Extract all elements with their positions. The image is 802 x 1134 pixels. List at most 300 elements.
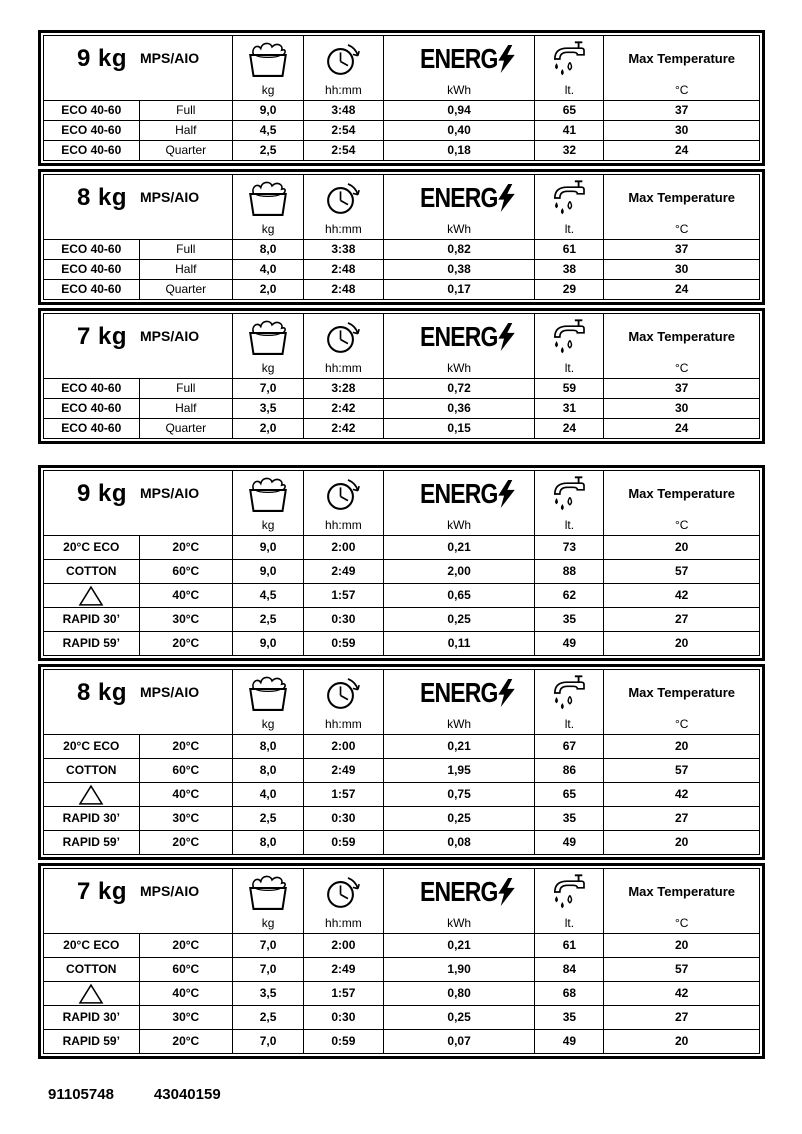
max-temp-cell: 20 xyxy=(604,734,759,758)
consumption-grid xyxy=(44,175,759,299)
max-temp-cell: 42 xyxy=(604,782,759,806)
program-option-cell: 40°C xyxy=(140,981,234,1005)
table-title-cell xyxy=(44,36,233,82)
laundry-load-icon xyxy=(243,873,293,911)
unit-water-label: lt. xyxy=(535,517,604,535)
load-kg-cell: 3,5 xyxy=(233,398,304,418)
duration-cell: 2:00 xyxy=(304,535,384,559)
load-kg-cell: 8,0 xyxy=(233,734,304,758)
max-temp-cell: 27 xyxy=(604,607,759,631)
table-title-cell xyxy=(44,175,233,221)
clock-cycle-icon xyxy=(323,179,363,217)
unit-time-label: hh:mm xyxy=(304,517,384,535)
consumption-table xyxy=(38,664,765,860)
unit-temp-label: °C xyxy=(674,916,689,931)
energy-kwh-cell: 0,18 xyxy=(384,140,536,160)
model-label: MPS/AIO xyxy=(139,189,200,206)
load-icon-cell xyxy=(233,471,304,517)
lightning-bolt-icon xyxy=(498,679,515,707)
energy-kwh-cell: 0,21 xyxy=(384,734,536,758)
energy-kwh-cell: 0,15 xyxy=(384,418,536,438)
unit-time-label: hh:mm xyxy=(304,82,384,100)
load-kg-cell: 4,0 xyxy=(233,782,304,806)
consumption-table xyxy=(38,308,765,444)
program-name-cell: RAPID 30’ xyxy=(44,1005,140,1029)
max-temp-cell: 24 xyxy=(604,140,759,160)
load-kg-cell: 8,0 xyxy=(233,830,304,854)
duration-cell: 2:54 xyxy=(304,120,384,140)
clock-cycle-icon xyxy=(323,873,363,911)
care-triangle-icon xyxy=(78,983,104,1005)
program-name-cell: RAPID 30’ xyxy=(44,806,140,830)
program-option-cell: 30°C xyxy=(140,1005,234,1029)
consumption-table xyxy=(38,465,765,661)
water-litres-cell: 41 xyxy=(535,120,604,140)
program-name-cell: RAPID 59’ xyxy=(44,1029,140,1053)
water-litres-cell: 49 xyxy=(535,1029,604,1053)
load-kg-cell: 9,0 xyxy=(233,100,304,120)
unit-kg-label: kg xyxy=(233,221,304,239)
water-tap-icon xyxy=(547,178,591,218)
duration-cell: 2:48 xyxy=(304,259,384,279)
program-option-cell: 20°C xyxy=(140,830,234,854)
duration-cell: 1:57 xyxy=(304,782,384,806)
energy-kwh-cell: 0,94 xyxy=(384,100,536,120)
duration-cell: 0:30 xyxy=(304,607,384,631)
load-kg-cell: 7,0 xyxy=(233,933,304,957)
consumption-grid xyxy=(44,471,759,655)
energy-logo-text: ENERG xyxy=(419,875,498,907)
unit-time-label: hh:mm xyxy=(304,221,384,239)
table-group-1 xyxy=(38,30,765,444)
unit-energy-label: kWh xyxy=(384,915,536,933)
consumption-table-inner-frame xyxy=(43,35,760,161)
unit-temp-label: °C xyxy=(674,717,689,732)
lightning-bolt-icon xyxy=(498,45,515,73)
water-tap-icon xyxy=(547,474,591,514)
program-name-cell: 20°C ECO xyxy=(44,535,140,559)
duration-icon-cell xyxy=(304,314,384,360)
program-option-cell: 20°C xyxy=(140,535,234,559)
water-icon-cell xyxy=(535,869,604,915)
energy-kwh-cell: 0,25 xyxy=(384,1005,536,1029)
water-litres-cell: 38 xyxy=(535,259,604,279)
program-name-cell: RAPID 59’ xyxy=(44,830,140,854)
max-temp-cell: 30 xyxy=(604,120,759,140)
program-option-cell: Half xyxy=(140,120,234,140)
max-temp-cell: 42 xyxy=(604,981,759,1005)
water-litres-cell: 73 xyxy=(535,535,604,559)
clock-cycle-icon xyxy=(323,40,363,78)
energy-kwh-cell: 0,80 xyxy=(384,981,536,1005)
consumption-table-inner-frame xyxy=(43,470,760,656)
load-kg-cell: 4,0 xyxy=(233,259,304,279)
energy-kwh-cell: 0,17 xyxy=(384,279,536,299)
consumption-grid xyxy=(44,670,759,854)
unit-kg-label: kg xyxy=(233,915,304,933)
energy-kwh-cell: 0,72 xyxy=(384,378,536,398)
unit-water-label: lt. xyxy=(535,915,604,933)
duration-cell: 0:30 xyxy=(304,1005,384,1029)
duration-cell: 2:00 xyxy=(304,933,384,957)
model-label: MPS/AIO xyxy=(139,883,200,900)
duration-icon-cell xyxy=(304,36,384,82)
water-icon-cell xyxy=(535,670,604,716)
water-litres-cell: 65 xyxy=(535,100,604,120)
energy-logo-cell xyxy=(384,36,536,82)
model-label: MPS/AIO xyxy=(139,684,200,701)
energy-logo-text: ENERG xyxy=(419,42,498,74)
program-option-cell: 60°C xyxy=(140,559,234,583)
program-name-cell: COTTON xyxy=(44,957,140,981)
load-icon-cell xyxy=(233,36,304,82)
water-litres-cell: 62 xyxy=(535,583,604,607)
lightning-bolt-icon xyxy=(498,878,515,906)
load-kg-cell: 2,5 xyxy=(233,607,304,631)
duration-cell: 1:57 xyxy=(304,981,384,1005)
max-temp-cell: 20 xyxy=(604,830,759,854)
energy-kwh-cell: 0,08 xyxy=(384,830,536,854)
program-option-cell: Half xyxy=(140,259,234,279)
clock-cycle-icon xyxy=(323,674,363,712)
program-option-cell: 30°C xyxy=(140,806,234,830)
max-temp-cell: 27 xyxy=(604,1005,759,1029)
duration-cell: 3:48 xyxy=(304,100,384,120)
program-name-cell: RAPID 30’ xyxy=(44,607,140,631)
duration-icon-cell xyxy=(304,471,384,517)
program-name-cell xyxy=(44,583,140,607)
water-tap-icon xyxy=(547,673,591,713)
capacity-label: 8 kg xyxy=(76,183,127,211)
clock-cycle-icon xyxy=(323,318,363,356)
load-kg-cell: 2,0 xyxy=(233,279,304,299)
laundry-load-icon xyxy=(243,674,293,712)
unit-energy-label: kWh xyxy=(384,716,536,734)
footer-codes xyxy=(48,1086,221,1103)
duration-cell: 2:42 xyxy=(304,418,384,438)
energy-logo-cell xyxy=(384,471,536,517)
water-icon-cell xyxy=(535,471,604,517)
energy-kwh-cell: 0,82 xyxy=(384,239,536,259)
program-option-cell: Quarter xyxy=(140,140,234,160)
unit-temp-label: °C xyxy=(674,83,689,98)
water-icon-cell xyxy=(535,314,604,360)
capacity-label: 9 kg xyxy=(76,44,127,72)
units-spacer-cell xyxy=(44,360,233,378)
load-kg-cell: 2,0 xyxy=(233,418,304,438)
load-kg-cell: 8,0 xyxy=(233,758,304,782)
energy-kwh-cell: 0,21 xyxy=(384,933,536,957)
program-name-cell: COTTON xyxy=(44,559,140,583)
unit-kg-label: kg xyxy=(233,82,304,100)
consumption-table-inner-frame xyxy=(43,174,760,300)
max-temp-cell: 27 xyxy=(604,806,759,830)
consumption-table xyxy=(38,169,765,305)
program-option-cell: 20°C xyxy=(140,734,234,758)
unit-time-label: hh:mm xyxy=(304,915,384,933)
unit-kg-label: kg xyxy=(233,517,304,535)
program-option-cell: 20°C xyxy=(140,1029,234,1053)
unit-energy-label: kWh xyxy=(384,82,536,100)
energy-kwh-cell: 1,90 xyxy=(384,957,536,981)
max-temperature-header: Max Temperature xyxy=(628,485,736,501)
unit-energy-label: kWh xyxy=(384,517,536,535)
load-icon-cell xyxy=(233,314,304,360)
program-option-cell: 60°C xyxy=(140,957,234,981)
energy-kwh-cell: 0,38 xyxy=(384,259,536,279)
max-temp-cell: 37 xyxy=(604,239,759,259)
program-option-cell: 20°C xyxy=(140,933,234,957)
consumption-table xyxy=(38,30,765,166)
max-temp-cell: 24 xyxy=(604,418,759,438)
care-triangle-icon xyxy=(78,585,104,607)
care-triangle-icon xyxy=(78,784,104,806)
energy-kwh-cell: 0,07 xyxy=(384,1029,536,1053)
water-litres-cell: 31 xyxy=(535,398,604,418)
water-litres-cell: 35 xyxy=(535,806,604,830)
consumption-grid xyxy=(44,36,759,160)
max-temp-cell: 37 xyxy=(604,100,759,120)
program-name-cell: ECO 40-60 xyxy=(44,279,140,299)
load-icon-cell xyxy=(233,175,304,221)
capacity-label: 7 kg xyxy=(76,877,127,905)
tables-container xyxy=(38,30,765,1059)
program-option-cell: 60°C xyxy=(140,758,234,782)
water-litres-cell: 29 xyxy=(535,279,604,299)
max-temp-cell: 57 xyxy=(604,957,759,981)
energy-kwh-cell: 0,65 xyxy=(384,583,536,607)
energy-logo-text: ENERG xyxy=(419,181,498,213)
energy-logo-text: ENERG xyxy=(419,320,498,352)
load-kg-cell: 2,5 xyxy=(233,140,304,160)
load-kg-cell: 4,5 xyxy=(233,120,304,140)
program-option-cell: Full xyxy=(140,100,234,120)
energy-kwh-cell: 2,00 xyxy=(384,559,536,583)
lightning-bolt-icon xyxy=(498,323,515,351)
energy-kwh-cell: 0,25 xyxy=(384,806,536,830)
laundry-load-icon xyxy=(243,318,293,356)
unit-time-label: hh:mm xyxy=(304,716,384,734)
max-temp-cell: 20 xyxy=(604,933,759,957)
unit-kg-label: kg xyxy=(233,716,304,734)
energy-kwh-cell: 0,75 xyxy=(384,782,536,806)
program-name-cell: RAPID 59’ xyxy=(44,631,140,655)
water-litres-cell: 86 xyxy=(535,758,604,782)
document-code-left: 91105748 xyxy=(48,1086,114,1103)
load-kg-cell: 7,0 xyxy=(233,957,304,981)
water-litres-cell: 35 xyxy=(535,607,604,631)
consumption-grid xyxy=(44,869,759,1053)
program-name-cell: 20°C ECO xyxy=(44,734,140,758)
units-spacer-cell xyxy=(44,517,233,535)
program-name-cell: 20°C ECO xyxy=(44,933,140,957)
program-option-cell: Full xyxy=(140,239,234,259)
energy-logo-text: ENERG xyxy=(419,676,498,708)
duration-cell: 2:49 xyxy=(304,559,384,583)
consumption-table-inner-frame xyxy=(43,669,760,855)
load-kg-cell: 2,5 xyxy=(233,806,304,830)
units-spacer-cell xyxy=(44,221,233,239)
max-temperature-header: Max Temperature xyxy=(628,883,736,899)
water-litres-cell: 49 xyxy=(535,631,604,655)
model-label: MPS/AIO xyxy=(139,50,200,67)
program-name-cell: ECO 40-60 xyxy=(44,100,140,120)
water-litres-cell: 49 xyxy=(535,830,604,854)
duration-icon-cell xyxy=(304,175,384,221)
water-tap-icon xyxy=(547,872,591,912)
load-kg-cell: 7,0 xyxy=(233,1029,304,1053)
max-temp-cell: 42 xyxy=(604,583,759,607)
water-icon-cell xyxy=(535,36,604,82)
model-label: MPS/AIO xyxy=(139,328,200,345)
unit-time-label: hh:mm xyxy=(304,360,384,378)
laundry-load-icon xyxy=(243,179,293,217)
energy-kwh-cell: 0,40 xyxy=(384,120,536,140)
program-option-cell: Full xyxy=(140,378,234,398)
duration-cell: 0:30 xyxy=(304,806,384,830)
duration-cell: 0:59 xyxy=(304,830,384,854)
unit-water-label: lt. xyxy=(535,716,604,734)
water-litres-cell: 24 xyxy=(535,418,604,438)
max-temp-cell: 57 xyxy=(604,758,759,782)
table-title-cell xyxy=(44,869,233,915)
water-litres-cell: 32 xyxy=(535,140,604,160)
program-option-cell: Quarter xyxy=(140,418,234,438)
duration-cell: 2:49 xyxy=(304,957,384,981)
lightning-bolt-icon xyxy=(498,480,515,508)
program-option-cell: 40°C xyxy=(140,583,234,607)
energy-kwh-cell: 0,21 xyxy=(384,535,536,559)
laundry-load-icon xyxy=(243,475,293,513)
program-name-cell: ECO 40-60 xyxy=(44,140,140,160)
clock-cycle-icon xyxy=(323,475,363,513)
duration-cell: 1:57 xyxy=(304,583,384,607)
water-litres-cell: 88 xyxy=(535,559,604,583)
energy-logo-cell xyxy=(384,869,536,915)
duration-icon-cell xyxy=(304,670,384,716)
duration-cell: 2:54 xyxy=(304,140,384,160)
load-kg-cell: 9,0 xyxy=(233,559,304,583)
energy-logo-cell xyxy=(384,175,536,221)
table-title-cell xyxy=(44,670,233,716)
water-tap-icon xyxy=(547,39,591,79)
model-label: MPS/AIO xyxy=(139,485,200,502)
duration-cell: 2:49 xyxy=(304,758,384,782)
unit-temp-label: °C xyxy=(674,518,689,533)
program-name-cell: COTTON xyxy=(44,758,140,782)
energy-kwh-cell: 0,11 xyxy=(384,631,536,655)
water-litres-cell: 67 xyxy=(535,734,604,758)
capacity-label: 8 kg xyxy=(76,678,127,706)
program-name-cell: ECO 40-60 xyxy=(44,259,140,279)
energy-kwh-cell: 0,36 xyxy=(384,398,536,418)
table-title-cell xyxy=(44,471,233,517)
units-spacer-cell xyxy=(44,915,233,933)
program-name-cell xyxy=(44,981,140,1005)
water-litres-cell: 61 xyxy=(535,933,604,957)
consumption-table-inner-frame xyxy=(43,313,760,439)
unit-energy-label: kWh xyxy=(384,360,536,378)
program-name-cell: ECO 40-60 xyxy=(44,418,140,438)
duration-icon-cell xyxy=(304,869,384,915)
water-litres-cell: 68 xyxy=(535,981,604,1005)
load-kg-cell: 7,0 xyxy=(233,378,304,398)
max-temp-cell: 30 xyxy=(604,259,759,279)
energy-logo-cell xyxy=(384,314,536,360)
program-name-cell xyxy=(44,782,140,806)
program-option-cell: 30°C xyxy=(140,607,234,631)
load-kg-cell: 3,5 xyxy=(233,981,304,1005)
unit-water-label: lt. xyxy=(535,221,604,239)
program-option-cell: 20°C xyxy=(140,631,234,655)
load-kg-cell: 2,5 xyxy=(233,1005,304,1029)
load-icon-cell xyxy=(233,869,304,915)
water-litres-cell: 61 xyxy=(535,239,604,259)
laundry-load-icon xyxy=(243,40,293,78)
max-temperature-header: Max Temperature xyxy=(628,684,736,700)
load-kg-cell: 9,0 xyxy=(233,631,304,655)
water-litres-cell: 84 xyxy=(535,957,604,981)
units-spacer-cell xyxy=(44,716,233,734)
program-name-cell: ECO 40-60 xyxy=(44,120,140,140)
load-icon-cell xyxy=(233,670,304,716)
duration-cell: 2:00 xyxy=(304,734,384,758)
program-option-cell: Quarter xyxy=(140,279,234,299)
max-temperature-header: Max Temperature xyxy=(628,50,736,66)
water-litres-cell: 35 xyxy=(535,1005,604,1029)
table-group-2 xyxy=(38,465,765,1059)
units-spacer-cell xyxy=(44,82,233,100)
duration-cell: 3:38 xyxy=(304,239,384,259)
table-title-cell xyxy=(44,314,233,360)
max-temp-cell: 20 xyxy=(604,535,759,559)
load-kg-cell: 8,0 xyxy=(233,239,304,259)
duration-cell: 0:59 xyxy=(304,631,384,655)
max-temp-cell: 20 xyxy=(604,1029,759,1053)
duration-cell: 0:59 xyxy=(304,1029,384,1053)
unit-kg-label: kg xyxy=(233,360,304,378)
load-kg-cell: 9,0 xyxy=(233,535,304,559)
unit-water-label: lt. xyxy=(535,82,604,100)
max-temp-cell: 37 xyxy=(604,378,759,398)
max-temp-cell: 20 xyxy=(604,631,759,655)
capacity-label: 7 kg xyxy=(76,322,127,350)
load-kg-cell: 4,5 xyxy=(233,583,304,607)
energy-kwh-cell: 0,25 xyxy=(384,607,536,631)
unit-water-label: lt. xyxy=(535,360,604,378)
lightning-bolt-icon xyxy=(498,184,515,212)
consumption-grid xyxy=(44,314,759,438)
max-temperature-header: Max Temperature xyxy=(628,328,736,344)
water-litres-cell: 65 xyxy=(535,782,604,806)
duration-cell: 2:48 xyxy=(304,279,384,299)
unit-energy-label: kWh xyxy=(384,221,536,239)
water-litres-cell: 59 xyxy=(535,378,604,398)
energy-logo-cell xyxy=(384,670,536,716)
energy-logo-text: ENERG xyxy=(419,477,498,509)
program-name-cell: ECO 40-60 xyxy=(44,398,140,418)
energy-kwh-cell: 1,95 xyxy=(384,758,536,782)
max-temperature-header: Max Temperature xyxy=(628,189,736,205)
consumption-table xyxy=(38,863,765,1059)
consumption-table-inner-frame xyxy=(43,868,760,1054)
water-icon-cell xyxy=(535,175,604,221)
unit-temp-label: °C xyxy=(674,361,689,376)
max-temp-cell: 24 xyxy=(604,279,759,299)
water-tap-icon xyxy=(547,317,591,357)
program-name-cell: ECO 40-60 xyxy=(44,239,140,259)
max-temp-cell: 30 xyxy=(604,398,759,418)
